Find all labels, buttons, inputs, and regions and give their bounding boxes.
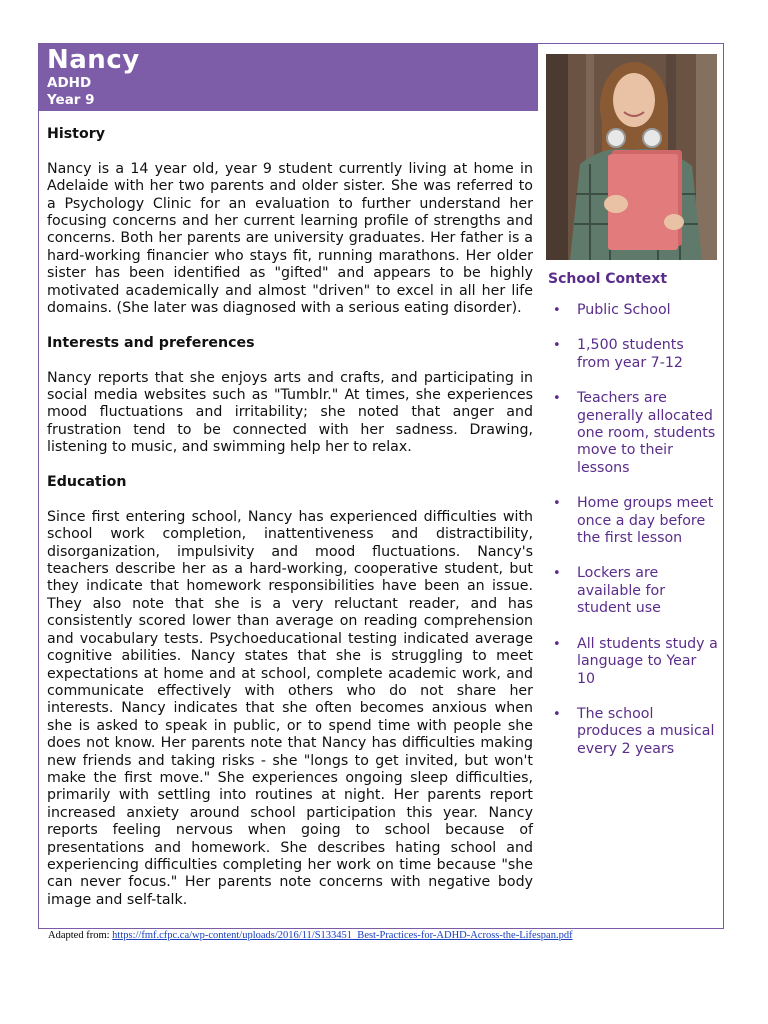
section-body-history: Nancy is a 14 year old, year 9 student currently living at home in Adelaide with her two parents and older sister. She was referred to a Psychology Clinic for an evaluation to further understand her focusing concerns and her current learning profile of strengths and concerns. Both her parents are university graduates. Her father is a hard-working financier who stays fit, running marathons. Her older sister has been identified as "gifted" and appears to be highly motivated academically and almost "driven" to excel in all her life domains. (She later was diagnosed with a serious eating disorder). — [47, 160, 533, 317]
student-year: Year 9 — [47, 92, 95, 108]
list-item: • All students study a language to Year 10 — [553, 635, 718, 687]
bullet-icon: • — [553, 303, 561, 318]
student-condition: ADHD — [47, 75, 92, 91]
bullet-icon: • — [553, 566, 561, 582]
source-footer — [48, 930, 573, 941]
section-body-interests: Nancy reports that she enjoys arts and crafts, and participating in social media websites such as "Tumblr." At times, she experiences mood fluctuations and irritability; she noted that anger and frustration tend to be connected with her sadness. Drawing, listening to music, and swimming help her to relax. — [47, 369, 533, 456]
list-item: • Home groups meet once a day before the first lesson — [553, 495, 714, 547]
source-link[interactable]: https://fmf.cfpc.ca/wp-content/uploads/2016/11/S133451_Best-Practices-for-ADHD-Across-the-Lifespan.pdf — [112, 930, 573, 941]
case-body — [47, 126, 533, 909]
school-context-list — [548, 302, 718, 758]
section-heading-interests: Interests and preferences — [47, 334, 255, 351]
student-photo — [546, 54, 717, 260]
bullet-icon: • — [553, 338, 561, 354]
list-item: • Lockers are available for student use — [553, 565, 666, 617]
bullet-icon: • — [553, 706, 561, 722]
section-heading-education: Education — [47, 474, 127, 491]
source-prefix: Adapted from: — [48, 930, 113, 941]
list-item: • 1,500 students from year 7-12 — [553, 337, 684, 371]
section-body-education: Since first entering school, Nancy has experienced difficulties with school work completion, inattentiveness and distractibility, disorganization, impulsivity and mood fluctuations. Nancy's teachers describe her as a hard-working, cooperative student, but they indicate that homework responsibilities have been an issue. They also note that she is a very reluctant reader, and has consistently scored lower than average on reading comprehension and vocabulary tests. Psychoeducational testing indicated average cognitive abilities. Nancy states that she is struggling to meet expectations at home and at school, complete academic work, and communicate effectively with others who do not share her interests. Nancy indicates that she often becomes anxious when she is asked to speak in public, or to spend time with people she does not know. Her parents note that Nancy has difficulties making new friends and taking risks - she "longs to get invited, but won't make the first move." She experiences ongoing sleep difficulties, primarily with settling into routines at night. Her parents report increased anxiety around school participation this year. Nancy reports feeling nervous when going to school because of presentations and homework. She describes hating school and experiencing difficulties completing her work on time because "she can never focus." Her parents note concerns with negative body image and self-talk. — [47, 508, 533, 908]
profile-header — [39, 44, 538, 111]
school-context-panel — [548, 270, 718, 776]
bullet-icon: • — [553, 636, 561, 652]
list-item: • Teachers are generally allocated one room, students move to their lessons — [553, 390, 716, 476]
list-item: • The school produces a musical every 2 years — [553, 705, 715, 757]
bullet-icon: • — [553, 496, 561, 512]
list-item: • Public School — [553, 302, 671, 318]
section-heading-history: History — [47, 126, 105, 142]
school-context-title: School Context — [548, 271, 668, 287]
student-name: Nancy — [47, 45, 140, 75]
bullet-icon: • — [553, 391, 561, 407]
